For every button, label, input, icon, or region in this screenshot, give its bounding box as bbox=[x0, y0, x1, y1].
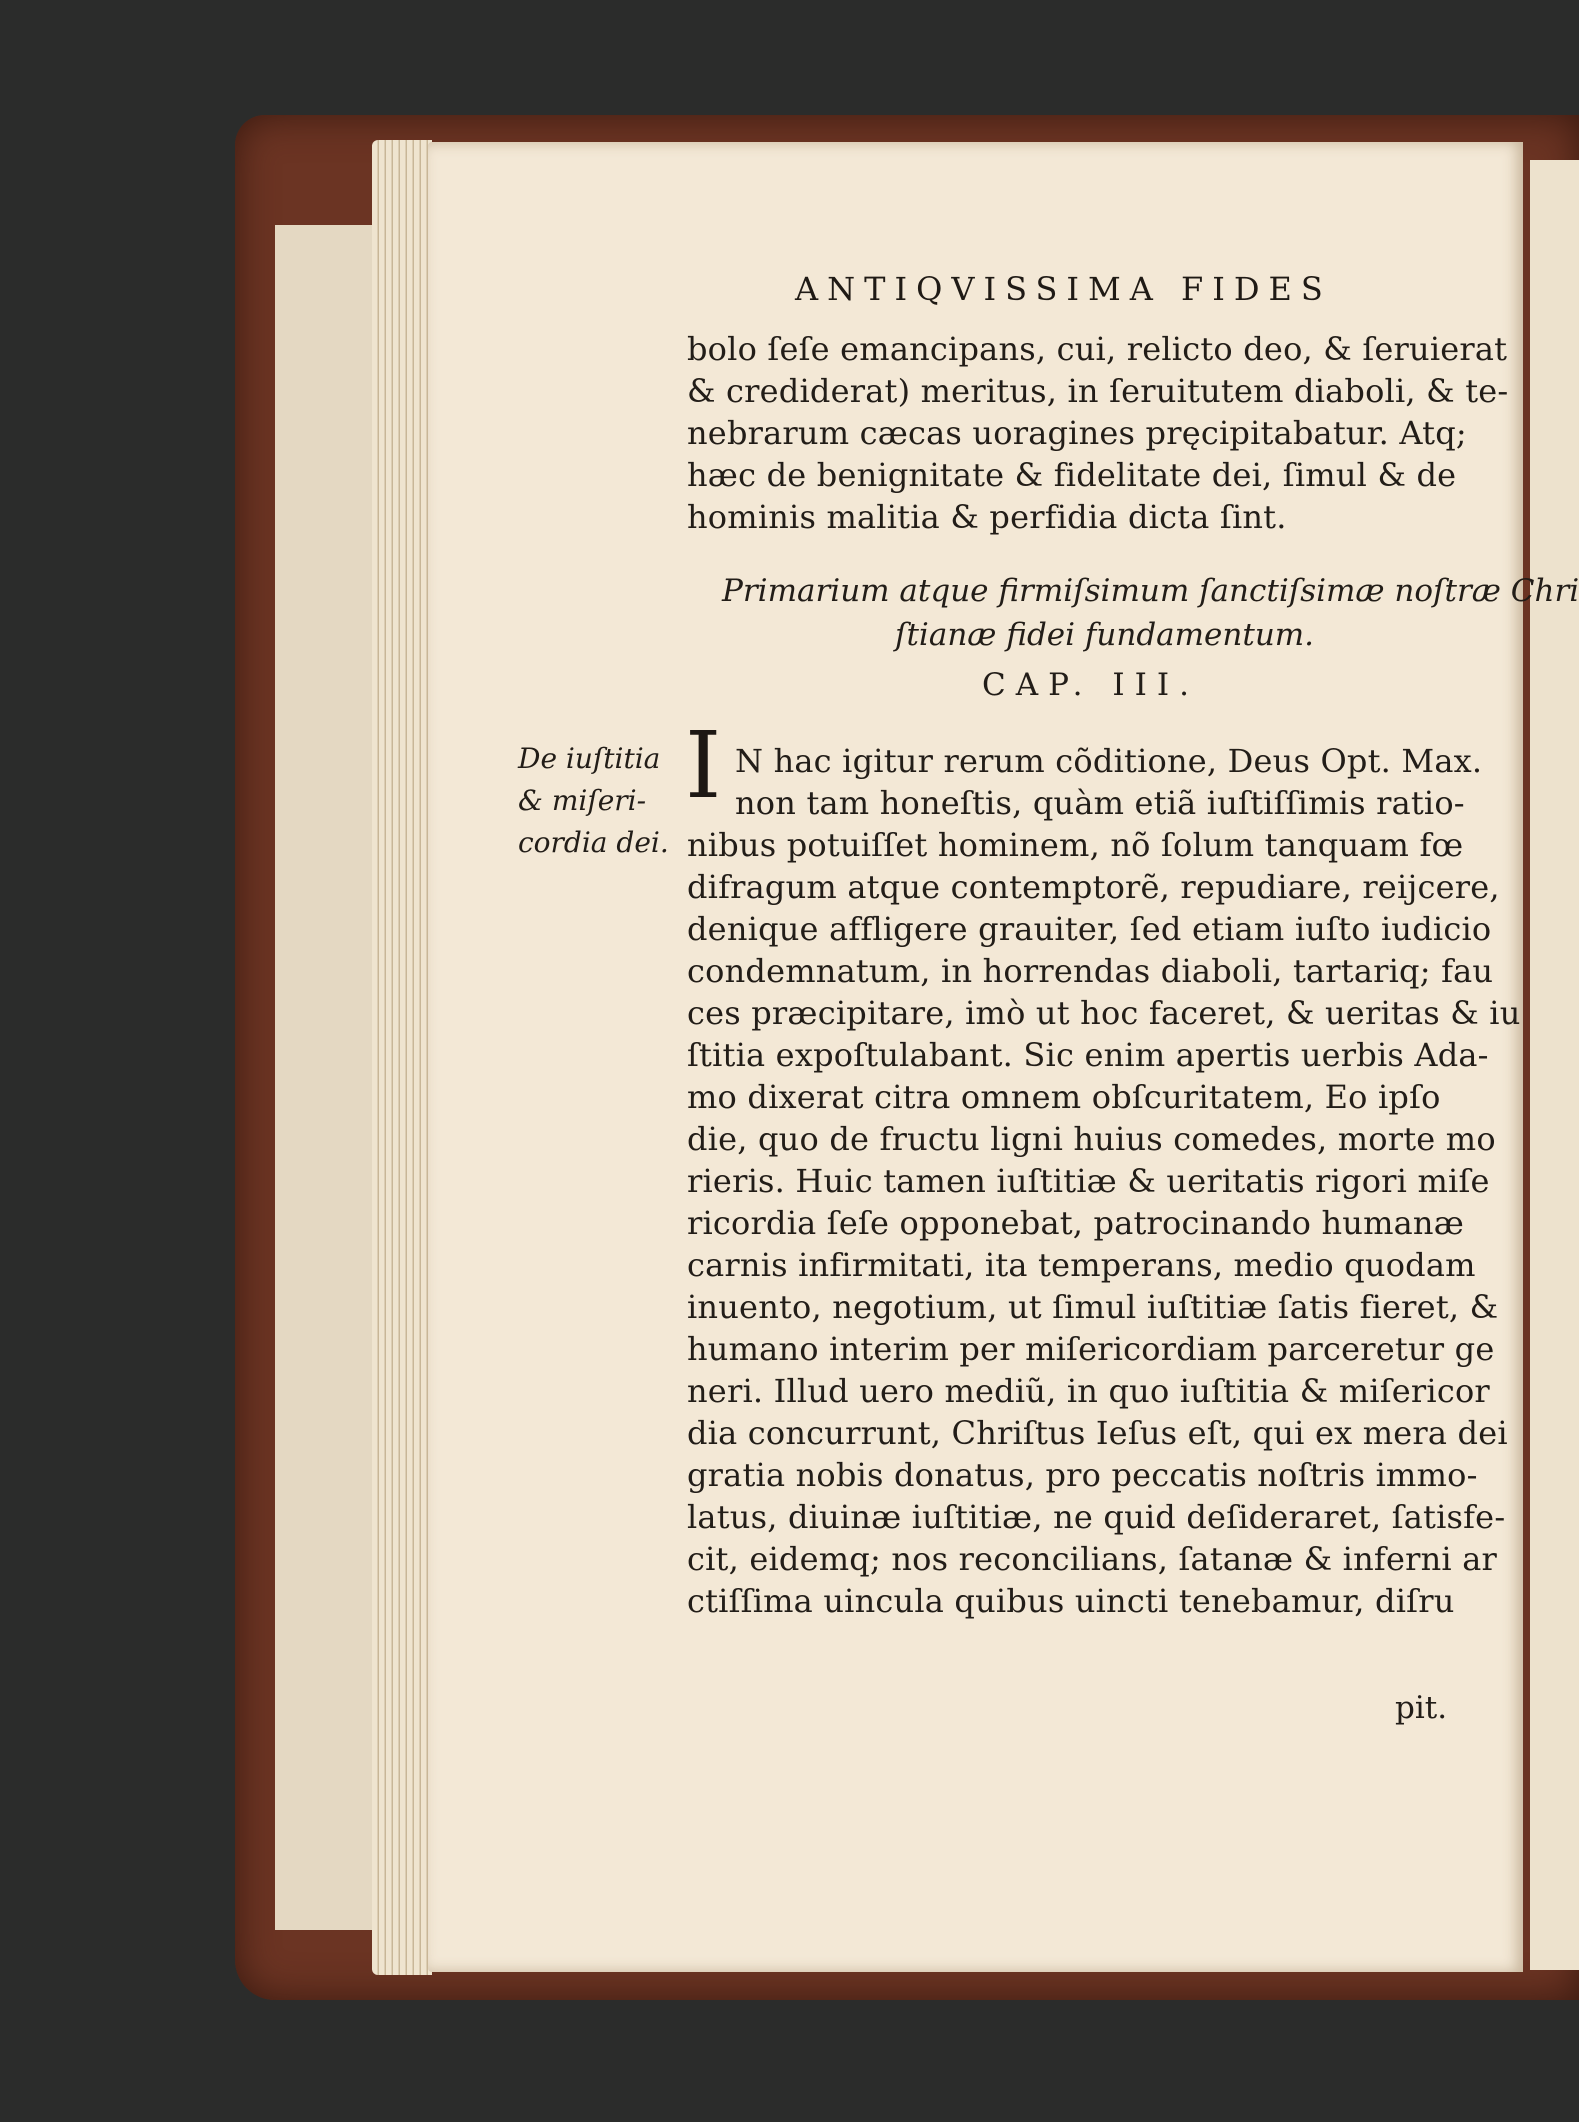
text-line: inuento, negotium, ut ſimul iuſtitiæ ſatis fieret, & bbox=[687, 1288, 1499, 1326]
chapter-title-line: ſtianæ fidei fundamentum. bbox=[895, 617, 1315, 653]
text-line: nibus potuiſſet hominem, nõ ſolum tanquam fœ bbox=[687, 826, 1464, 864]
text-line: ces præcipitare, imò ut hoc faceret, & ueritas & iu bbox=[687, 994, 1521, 1032]
text-line: die, quo de fructu ligni huius comedes, morte mo bbox=[687, 1120, 1496, 1158]
facing-page-edge bbox=[1530, 160, 1579, 1970]
chapter-title-line: Primarium atque firmiſsimum ſanctiſsimæ noſtræ Chri bbox=[722, 573, 1579, 609]
text-line: neri. Illud uero mediũ, in quo iuſtitia & miſericor bbox=[687, 1372, 1490, 1410]
text-line: gratia nobis donatus, pro peccatis noſtris immo- bbox=[687, 1456, 1478, 1494]
text-line: & crediderat) meritus, in ſeruitutem diaboli, & te- bbox=[687, 372, 1509, 410]
text-line: N hac igitur rerum cõditione, Deus Opt. Max. bbox=[735, 742, 1483, 780]
drop-cap: I bbox=[685, 712, 722, 819]
flyleaf bbox=[275, 225, 387, 1930]
text-line: ſtitia expoſtulabant. Sic enim apertis uerbis Ada- bbox=[687, 1036, 1489, 1074]
text-line: carnis infirmitati, ita temperans, medio quodam bbox=[687, 1246, 1476, 1284]
text-line: non tam honeſtis, quàm etiã iuſtiſſimis ratio- bbox=[735, 784, 1465, 822]
catchword: pit. bbox=[1395, 1690, 1448, 1726]
text-line: denique affligere grauiter, ſed etiam iuſto iudicio bbox=[687, 910, 1492, 948]
text-line: rieris. Huic tamen iuſtitiæ & ueritatis rigori miſe bbox=[687, 1162, 1490, 1200]
margin-note-line: & miſeri- bbox=[518, 784, 647, 817]
text-line: bolo ſeſe emancipans, cui, relicto deo, & ſeruierat bbox=[687, 330, 1508, 368]
chapter-number: CAP. III. bbox=[982, 667, 1199, 703]
text-line: cit, eidemq; nos reconcilians, ſatanæ & inferni ar bbox=[687, 1540, 1497, 1578]
text-line: difragum atque contemptorẽ, repudiare, reijcere, bbox=[687, 868, 1500, 906]
page-edges bbox=[372, 140, 432, 1975]
text-line: mo dixerat citra omnem obſcuritatem, Eo ipſo bbox=[687, 1078, 1441, 1116]
text-line: hæc de benignitate & fidelitate dei, ſimul & de bbox=[687, 456, 1457, 494]
text-line: hominis malitia & perfidia dicta ſint. bbox=[687, 498, 1287, 536]
margin-note-line: cordia dei. bbox=[518, 826, 669, 859]
text-line: ricordia ſeſe opponebat, patrocinando humanæ bbox=[687, 1204, 1465, 1242]
text-line: ctiſſima uincula quibus uincti tenebamur, diſru bbox=[687, 1582, 1455, 1620]
text-line: condemnatum, in horrendas diaboli, tartariq; fau bbox=[687, 952, 1494, 990]
text-line: nebrarum cæcas uoragines pręcipitabatur. Atq; bbox=[687, 414, 1467, 452]
text-line: latus, diuinæ iuſtitiæ, ne quid deſideraret, ſatisfe- bbox=[687, 1498, 1506, 1536]
text-line: humano interim per miſericordiam parceretur ge bbox=[687, 1330, 1495, 1368]
running-head: ANTIQVISSIMA FIDES bbox=[795, 270, 1332, 308]
text-line: dia concurrunt, Chriſtus Ieſus eſt, qui ex mera dei bbox=[687, 1414, 1508, 1452]
margin-note-line: De iuſtitia bbox=[518, 742, 661, 775]
